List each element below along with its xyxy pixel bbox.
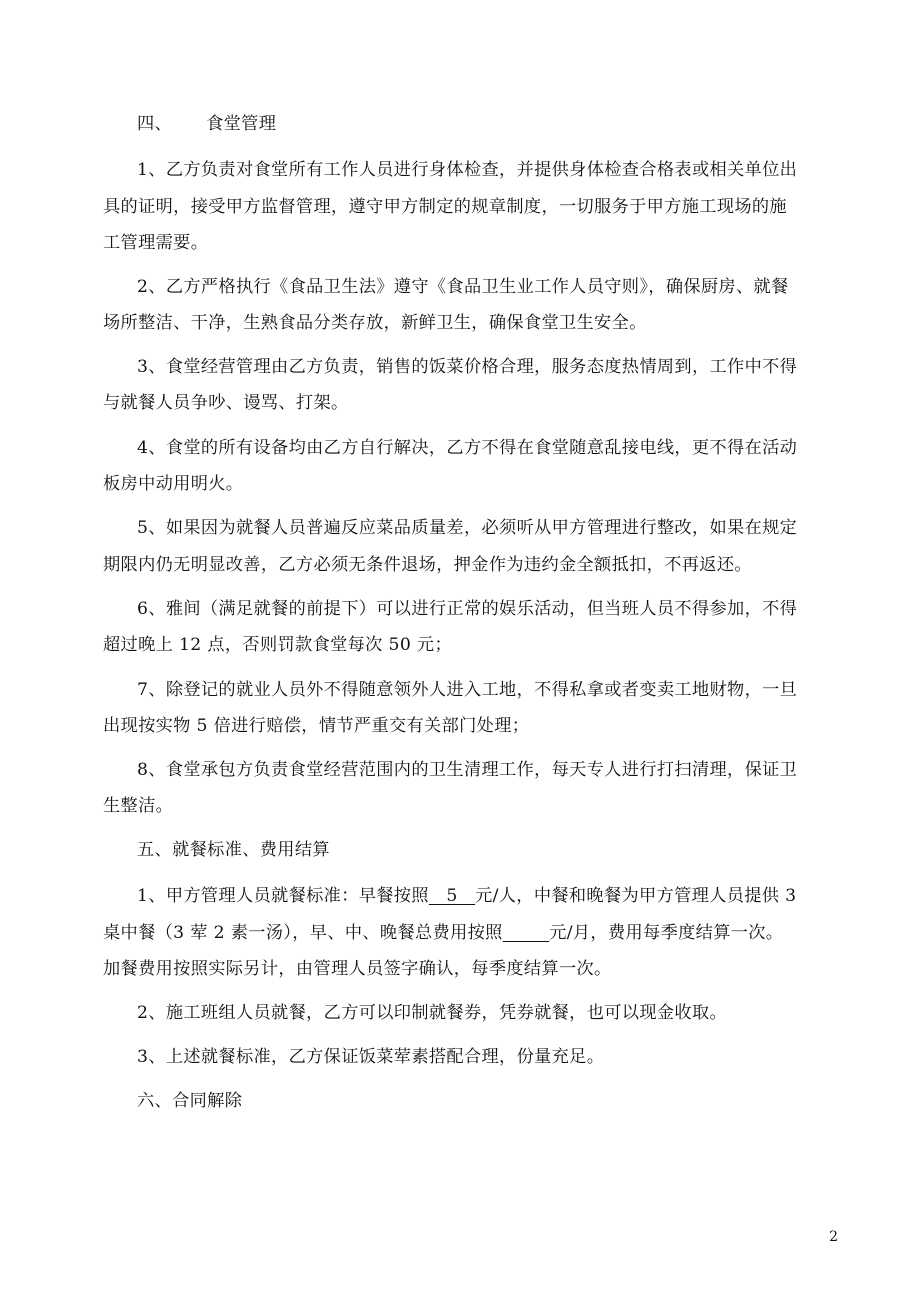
item-4-7-line-2: 出现按实物 5 倍进行赔偿，情节严重交有关部门处理； [103, 716, 530, 736]
item-4-5-line-2: 期限内仍无明显改善，乙方必须无条件退场，押金作为违约金全额抵扣，不再返还。 [103, 555, 752, 575]
item-4-4-line-2: 板房中动用明火。 [103, 474, 244, 494]
item-4-3-line-2: 与就餐人员争吵、谩骂、打架。 [103, 393, 349, 413]
item-4-7-line-1: 7、除登记的就业人员外不得随意领外人进入工地，不得私拿或者变卖工地财物，一旦 [137, 680, 798, 700]
item-5-1-line-3: 加餐费用按照实际另计，由管理人员签字确认，每季度结算一次。 [103, 959, 612, 979]
page-number: 2 [829, 1229, 838, 1245]
item-4-8-line-2: 生整洁。 [103, 796, 174, 816]
item-4-6-line-1: 6、雅间（满足就餐的前提下）可以进行正常的娱乐活动，但当班人员不得参加，不得 [137, 599, 798, 619]
item-4-3-line-1: 3、食堂经营管理由乙方负责，销售的饭菜价格合理，服务态度热情周到，工作中不得 [137, 357, 798, 377]
item-5-2: 2、施工班组人员就餐，乙方可以印制就餐券，凭券就餐，也可以现金收取。 [137, 1003, 728, 1023]
item-4-2-line-1: 2、乙方严格执行《食品卫生法》遵守《食品卫生业工作人员守则》，确保厨房、就餐 [137, 277, 789, 297]
item-5-1-text-d: 元/月，费用每季度结算一次。 [549, 923, 784, 943]
item-4-4-line-1: 4、食堂的所有设备均由乙方自行解决，乙方不得在食堂随意乱接电线，更不得在活动 [137, 438, 798, 458]
item-5-1-text-a: 1、甲方管理人员就餐标准：早餐按照 [137, 886, 429, 906]
item-4-1-line-3: 工管理需要。 [103, 233, 209, 253]
item-4-8-line-1: 8、食堂承包方负责食堂经营范围内的卫生清理工作，每天专人进行打扫清理，保证卫 [137, 760, 798, 780]
item-4-6-line-2: 超过晚上 12 点，否则罚款食堂每次 50 元； [103, 635, 452, 655]
section-4-number: 四、 [137, 114, 173, 134]
item-5-1-line-2 [103, 921, 834, 945]
section-5-heading: 五、就餐标准、费用结算 [137, 840, 330, 860]
item-5-1-text-b: 元/人，中餐和晚餐为甲方管理人员提供 3 [475, 886, 797, 906]
item-5-3: 3、上述就餐标准，乙方保证饭菜荤素搭配合理，份量充足。 [137, 1047, 605, 1067]
item-5-1-text-c: 桌中餐（3 荤 2 素一汤），早、中、晚餐总费用按照 [103, 923, 503, 943]
item-4-1-line-2: 具的证明，接受甲方监督管理，遵守甲方制定的规章制度，一切服务于甲方施工现场的施 [103, 197, 787, 217]
section-6-heading: 六、合同解除 [137, 1091, 243, 1111]
item-4-1-line-1: 1、乙方负责对食堂所有工作人员进行身体检查，并提供身体检查合格表或相关单位出 [137, 160, 798, 180]
item-5-1-line-1 [137, 884, 834, 908]
monthly-fee-blank [503, 923, 550, 943]
item-4-5-line-1: 5、如果因为就餐人员普遍反应菜品质量差，必须听从甲方管理进行整改，如果在规定 [137, 518, 798, 538]
breakfast-price-blank: 5 [428, 886, 476, 906]
item-4-2-line-2: 场所整洁、干净，生熟食品分类存放，新鲜卫生，确保食堂卫生安全。 [103, 313, 647, 333]
section-4-title: 食堂管理 [206, 114, 277, 134]
section-4-heading [137, 112, 834, 136]
